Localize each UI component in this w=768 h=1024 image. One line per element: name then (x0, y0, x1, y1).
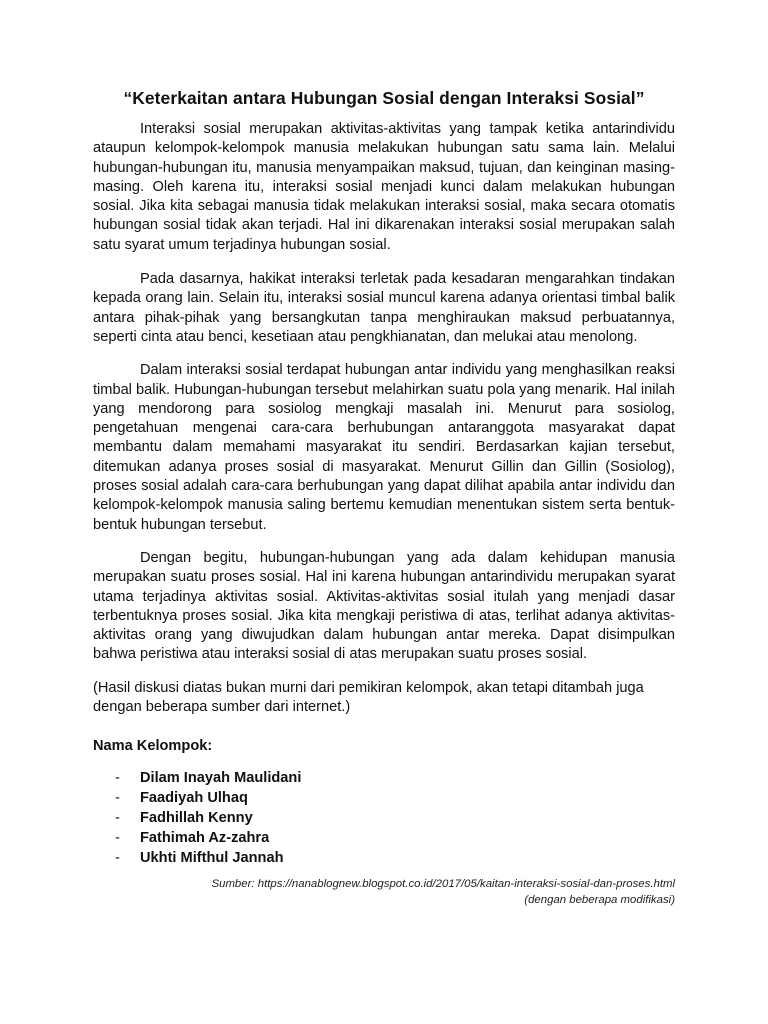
source-url-line: Sumber: https://nanablognew.blogspot.co.id/2017/05/kaitan-interaksi-sosial-dan-proses.html (211, 878, 675, 890)
paragraph-1: Interaksi sosial merupakan aktivitas-aktivitas yang tampak ketika antarindividu ataupun kelompok-kelompok manusia melakukan hubungan satu sama lain. Melalui hubungan-hubungan itu, manusia menyampaikan maksud, tujuan, dan keinginan masing-masing. Oleh karena itu, interaksi sosial menjadi kunci dalam melakukan hubungan sosial. Jika kita sebagai manusia tidak melakukan interaksi sosial, maka secara otomatis hubungan sosial tidak akan terjadi. Hal ini dikarenakan interaksi sosial merupakan salah satu syarat umum terjadinya hubungan sosial. (93, 121, 675, 253)
member-name: Fathimah Az-zahra (140, 829, 270, 846)
discussion-note: (Hasil diskusi diatas bukan murni dari pemikiran kelompok, akan tetapi ditambah juga dengan beberapa sumber dari internet.) (93, 679, 644, 716)
paragraph-4: Dengan begitu, hubungan-hubungan yang ada dalam kehidupan manusia merupakan suatu proses sosial. Hal ini karena hubungan antarindividu merupakan syarat utama terjadinya aktivitas sosial. Aktivitas-aktivitas sosial itulah yang menjadi dasar terbentuknya proses sosial. Jika kita mengkaji peristiwa di atas, terlihat adanya aktivitas-aktivitas orang yang diwujudkan dalam hubungan antar mereka. Dapat disimpulkan bahwa peristiwa atau interaksi sosial di atas merupakan suatu proses sosial. (93, 549, 675, 663)
member-item (115, 849, 675, 869)
group-heading: Nama Kelompok: (93, 738, 213, 755)
list-dash: - (115, 829, 120, 846)
list-dash: - (115, 849, 120, 866)
document-title: “Keterkaitan antara Hubungan Sosial dengan Interaksi Sosial” (123, 88, 645, 108)
list-dash: - (115, 790, 120, 807)
paragraph-3: Dalam interaksi sosial terdapat hubungan antar individu yang menghasilkan reaksi timbal balik. Hubungan-hubungan tersebut melahirkan suatu pola yang menarik. Hal inilah yang mendorong para sosiolog mengkaji masalah ini. Menurut para sosiolog, pengetahuan mengenai cara-cara berhubungan antaranggota masyarakat dapat membantu dalam memahami masyarakat itu sendiri. Berdasarkan kajian tersebut, ditemukan adanya proses sosial di masyarakat. Menurut Gillin dan Gillin (Sosiolog), proses sosial adalah cara-cara berhubungan yang dapat dilihat apabila antar individu dan kelompok-kelompok manusia saling bertemu kemudian menentukan sistem serta bentuk-bentuk hubungan tersebut. (93, 362, 675, 533)
member-name: Dilam Inayah Maulidani (140, 770, 302, 787)
list-dash: - (115, 809, 120, 826)
member-name: Faadiyah Ulhaq (140, 790, 248, 807)
member-item (115, 809, 675, 829)
member-name: Ukhti Mifthul Jannah (140, 849, 284, 866)
member-list (93, 769, 675, 868)
member-item (115, 789, 675, 809)
list-dash: - (115, 770, 120, 787)
source-modification-note: (dengan beberapa modifikasi) (524, 893, 675, 906)
member-name: Fadhillah Kenny (140, 809, 253, 826)
source-citation (212, 877, 675, 908)
member-item (115, 829, 675, 849)
paragraph-2: Pada dasarnya, hakikat interaksi terletak pada kesadaran mengarahkan tindakan kepada orang lain. Selain itu, interaksi sosial muncul karena adanya orientasi timbal balik antara pihak-pihak yang bersangkutan tanpa menghiraukan maksud perbuatannya, seperti cinta atau benci, kesetiaan atau pengkhianatan, dan melukai atau menolong. (93, 271, 675, 345)
member-item (115, 769, 675, 789)
